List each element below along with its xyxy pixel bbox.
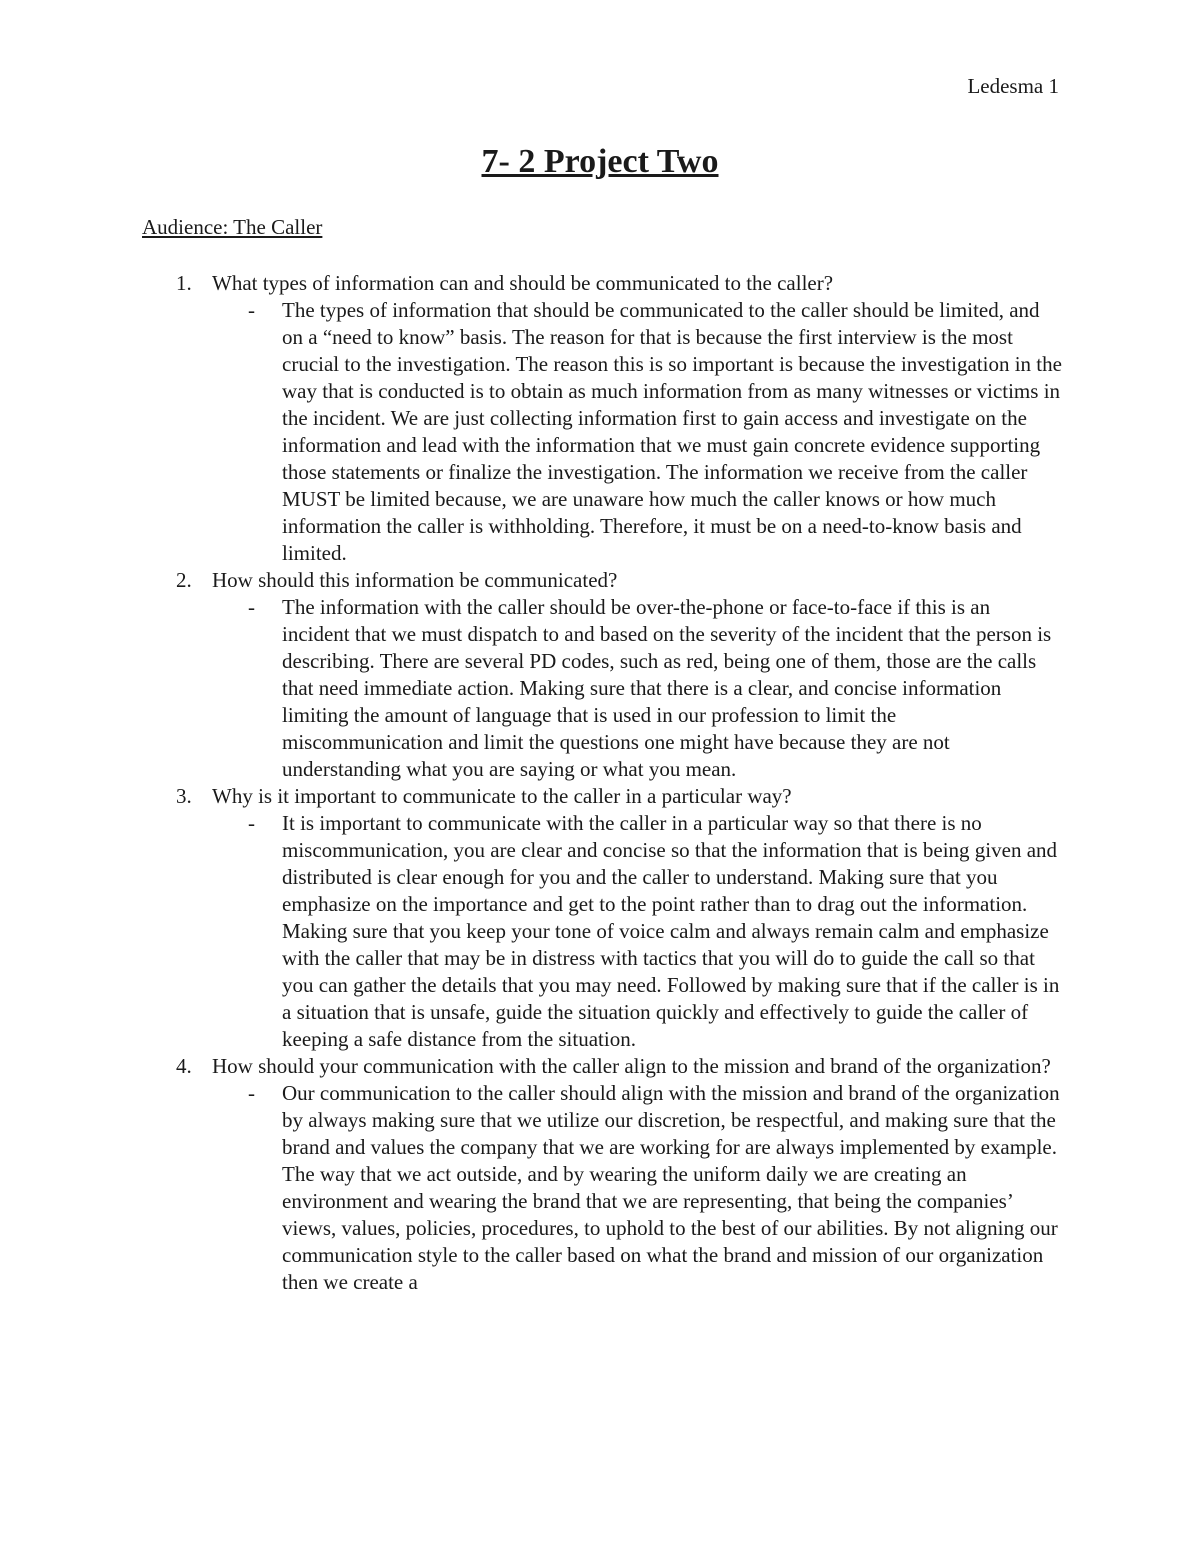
question-text: How should this information be communicated?: [212, 568, 618, 592]
question-item: [142, 783, 1062, 1053]
answer-bullet: -: [248, 595, 255, 619]
question-list: [142, 270, 1062, 1296]
answer-text: The types of information that should be communicated to the caller should be limited, and on a “need to know” basis. The reason for that is because the first interview is the most crucial to the investigation. The reason this is so important is because the investigation in the way that is conducted is to obtain as much information from as many witnesses or victims in the incident. We are just collecting information first to gain access and investigate on the information and lead with the information that we must gain concrete evidence supporting those statements or finalize the investigation. The information we receive from the caller MUST be limited because, we are unaware how much the caller knows or how much information the caller is withholding. Therefore, it must be on a need-to-know basis and limited.: [282, 298, 1062, 565]
question-number: 2.: [176, 568, 192, 592]
document-title: 7- 2 Project Two: [481, 143, 719, 180]
section-heading: Audience: The Caller: [142, 215, 323, 239]
question-text: What types of information can and should be communicated to the caller?: [212, 271, 834, 295]
question-item: [142, 567, 1062, 783]
question-item: [142, 1053, 1062, 1296]
answer-text: Our communication to the caller should align with the mission and brand of the organization by always making sure that we utilize our discretion, be respectful, and making sure that the brand and values the company that we are working for are always implemented by example. The way that we act outside, and by wearing the uniform daily we are creating an environment and wearing the brand that we are representing, that being the companies’ views, values, policies, procedures, to uphold to the best of our abilities. By not aligning our communication style to the caller based on what the brand and mission of our organization then we create a: [282, 1081, 1060, 1294]
answer-bullet: -: [248, 811, 255, 835]
question-item: [142, 270, 1062, 567]
answer-text: It is important to communicate with the caller in a particular way so that there is no miscommunication, you are clear and concise so that the information that is being given and distributed is clear enough for you and the caller to understand. Making sure that you emphasize on the importance and get to the point rather than to drag out the information. Making sure that you keep your tone of voice calm and always remain calm and emphasize with the caller that may be in distress with tactics that you will do to guide the call so that you can gather the details that you may need. Followed by making sure that if the caller is in a situation that is unsafe, guide the situation quickly and effectively to guide the caller of keeping a safe distance from the situation.: [282, 811, 1060, 1051]
running-head: Ledesma 1: [967, 74, 1059, 98]
answer-bullet: -: [248, 298, 255, 322]
question-number: 4.: [176, 1054, 192, 1078]
question-number: 3.: [176, 784, 192, 808]
question-text: Why is it important to communicate to the caller in a particular way?: [212, 784, 792, 808]
answer-text: The information with the caller should be over-the-phone or face-to-face if this is an incident that we must dispatch to and based on the severity of the incident that the person is describing. There are several PD codes, such as red, being one of them, those are the calls that need immediate action. Making sure that there is a clear, and concise information limiting the amount of language that is used in our profession to limit the miscommunication and limit the questions one might have because they are not understanding what you are saying or what you mean.: [282, 595, 1052, 781]
question-text: How should your communication with the caller align to the mission and brand of the organization?: [212, 1054, 1051, 1078]
answer-bullet: -: [248, 1081, 255, 1105]
question-number: 1.: [176, 271, 192, 295]
